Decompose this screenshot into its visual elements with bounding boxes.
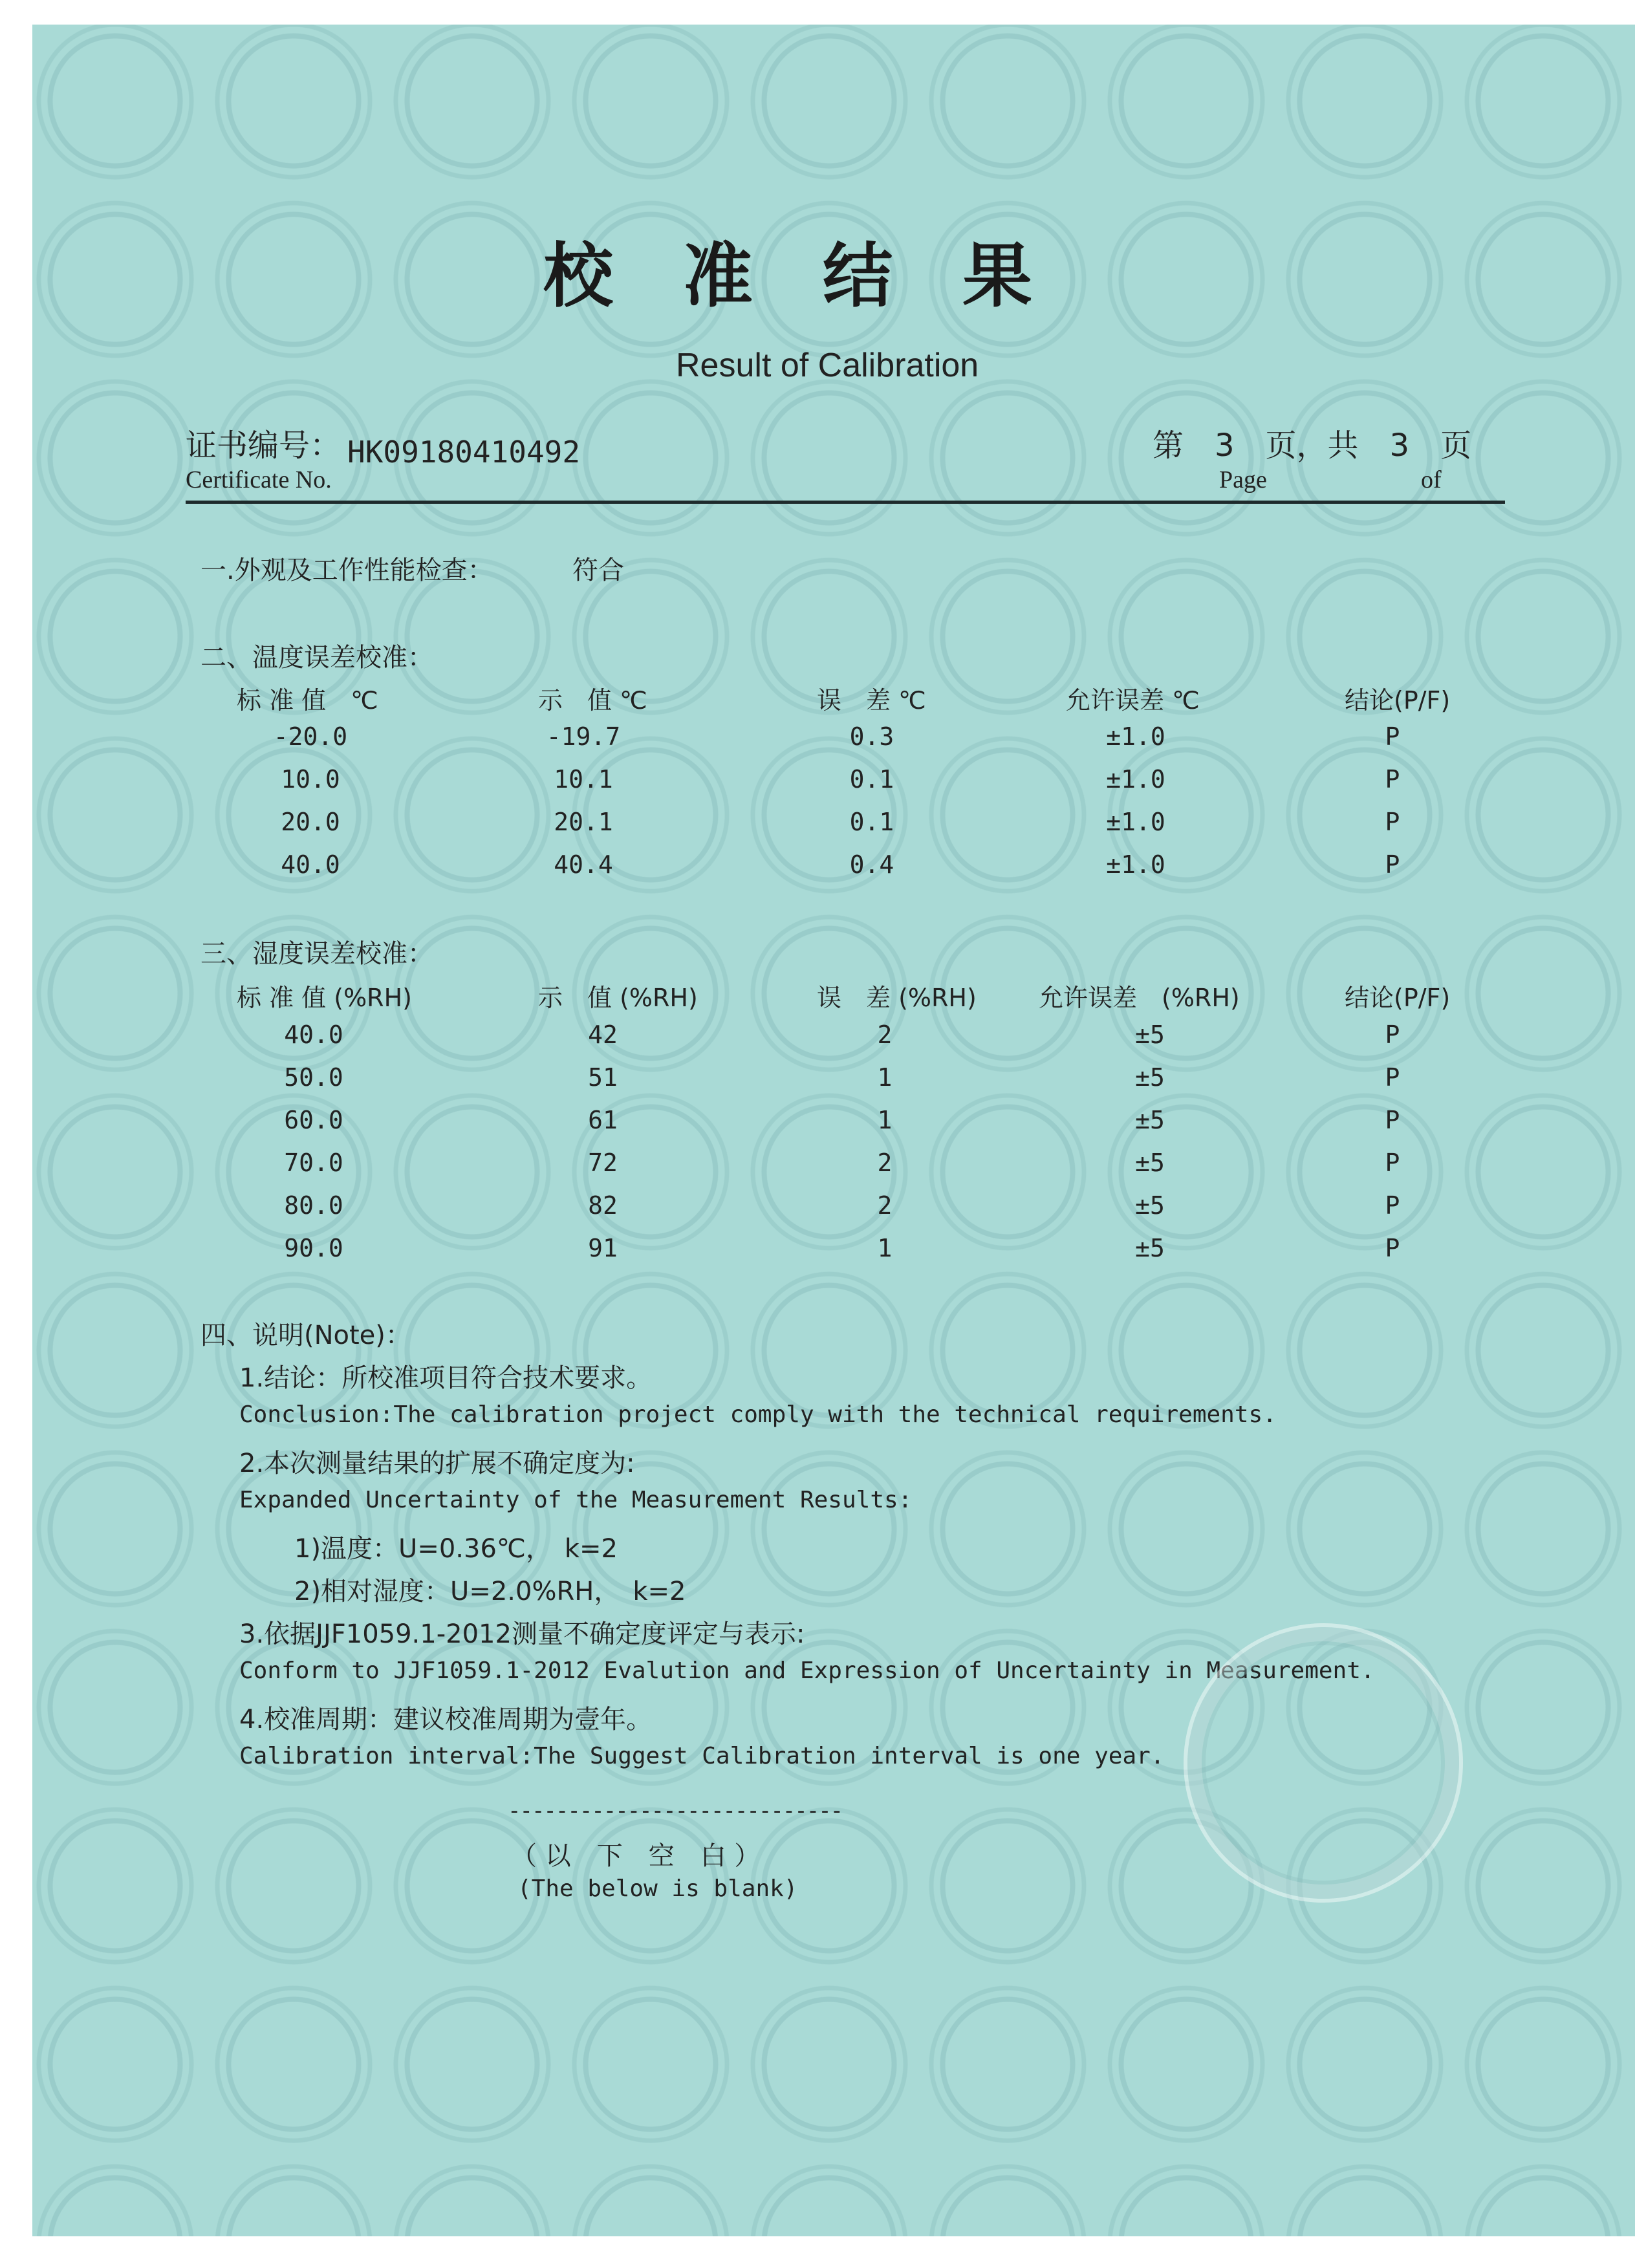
table-cell: 42 bbox=[588, 1021, 618, 1049]
table-cell: ±5 bbox=[1135, 1149, 1165, 1177]
note-uncertainty-cn: 2.本次测量结果的扩展不确定度为: bbox=[239, 1449, 635, 1478]
table-cell: P bbox=[1385, 1063, 1400, 1092]
blank-text-en: (The below is blank) bbox=[517, 1875, 798, 1902]
table-cell: 1 bbox=[877, 1063, 893, 1092]
table-cell: P bbox=[1385, 1106, 1400, 1134]
table-cell: 20.0 bbox=[281, 808, 340, 836]
table-cell: 2 bbox=[877, 1021, 893, 1049]
section2-label: 二、温度误差校准： bbox=[200, 643, 433, 673]
title-chinese: 校 准 结 果 bbox=[543, 236, 1033, 317]
temp-header-standard: 标 准 值 ℃ bbox=[237, 686, 378, 715]
header-rule bbox=[186, 501, 1505, 504]
table-cell: 82 bbox=[588, 1191, 618, 1220]
table-cell: 0.4 bbox=[849, 850, 894, 879]
table-cell: ±1.0 bbox=[1106, 722, 1165, 751]
table-cell: 2 bbox=[877, 1191, 893, 1220]
note-uncertainty-en: Expanded Uncertainty of the Measurement Results: bbox=[239, 1487, 913, 1513]
blank-text-cn: （ 以 下 空 白 ） bbox=[511, 1841, 761, 1871]
table-cell: 0.1 bbox=[849, 808, 894, 836]
table-cell: ±1.0 bbox=[1106, 850, 1165, 879]
title-english: Result of Calibration bbox=[676, 347, 979, 384]
table-cell: -19.7 bbox=[546, 722, 621, 751]
table-cell: ±1.0 bbox=[1106, 808, 1165, 836]
table-cell: 0.1 bbox=[849, 765, 894, 794]
temp-header-tolerance: 允许误差 ℃ bbox=[1066, 686, 1200, 715]
page-label-en: Page bbox=[1219, 466, 1267, 493]
section1-label: 一.外观及工作性能检查： bbox=[200, 556, 493, 585]
certificate-label-en: Certificate No. bbox=[186, 466, 332, 493]
table-cell: 1 bbox=[877, 1106, 893, 1134]
humidity-header-result: 结论(P/F) bbox=[1345, 984, 1451, 1012]
note-standard-cn: 3.依据JJF1059.1-2012测量不确定度评定与表示: bbox=[239, 1619, 805, 1649]
note-interval-cn: 4.校准周期：建议校准周期为壹年。 bbox=[239, 1705, 653, 1734]
table-cell: 20.1 bbox=[554, 808, 613, 836]
table-cell: ±1.0 bbox=[1106, 765, 1165, 794]
table-cell: P bbox=[1385, 850, 1400, 879]
table-cell: P bbox=[1385, 1149, 1400, 1177]
note-uncertainty-temperature: 1)温度：U=0.36℃， k=2 bbox=[294, 1534, 618, 1564]
section3-label: 三、湿度误差校准： bbox=[200, 939, 433, 969]
note-uncertainty-humidity: 2)相对湿度：U=2.0%RH， k=2 bbox=[294, 1577, 686, 1606]
table-cell: ±5 bbox=[1135, 1234, 1165, 1262]
of-label-en: of bbox=[1421, 466, 1442, 493]
table-cell: P bbox=[1385, 722, 1400, 751]
table-cell: 50.0 bbox=[284, 1063, 343, 1092]
table-cell: 72 bbox=[588, 1149, 618, 1177]
table-cell: P bbox=[1385, 1234, 1400, 1262]
table-cell: 10.1 bbox=[554, 765, 613, 794]
humidity-header-standard: 标 准 值 (%RH) bbox=[237, 984, 412, 1012]
table-cell: ±5 bbox=[1135, 1191, 1165, 1220]
table-cell: 10.0 bbox=[281, 765, 340, 794]
table-cell: 90.0 bbox=[284, 1234, 343, 1262]
page-info-cn: 第 3 页，共 3 页 bbox=[1153, 427, 1472, 464]
table-cell: 2 bbox=[877, 1149, 893, 1177]
note-conclusion-cn: 1.结论：所校准项目符合技术要求。 bbox=[239, 1363, 653, 1393]
table-cell: P bbox=[1385, 765, 1400, 794]
blank-rule: ---------------------------- bbox=[508, 1798, 843, 1824]
humidity-header-indicated: 示 值 (%RH) bbox=[538, 984, 698, 1012]
table-cell: 40.0 bbox=[281, 850, 340, 879]
table-cell: 40.4 bbox=[554, 850, 613, 879]
table-cell: 70.0 bbox=[284, 1149, 343, 1177]
table-cell: P bbox=[1385, 1191, 1400, 1220]
table-cell: -20.0 bbox=[273, 722, 348, 751]
temp-header-indicated: 示 值 ℃ bbox=[538, 686, 647, 715]
certificate-label-cn: 证书编号： bbox=[186, 427, 341, 464]
section4-label: 四、说明(Note)： bbox=[200, 1321, 411, 1350]
table-cell: 40.0 bbox=[284, 1021, 343, 1049]
temp-header-error: 误 差 ℃ bbox=[817, 686, 926, 715]
table-cell: 1 bbox=[877, 1234, 893, 1262]
table-cell: 0.3 bbox=[849, 722, 894, 751]
humidity-header-error: 误 差 (%RH) bbox=[817, 984, 977, 1012]
note-interval-en: Calibration interval:The Suggest Calibration interval is one year. bbox=[239, 1743, 1165, 1769]
section1-value: 符合 bbox=[572, 556, 624, 585]
table-cell: 51 bbox=[588, 1063, 618, 1092]
table-cell: ±5 bbox=[1135, 1106, 1165, 1134]
table-cell: 91 bbox=[588, 1234, 618, 1262]
table-cell: 80.0 bbox=[284, 1191, 343, 1220]
note-standard-en: Conform to JJF1059.1-2012 Evalution and Expression of Uncertainty in Measurement. bbox=[239, 1658, 1375, 1684]
certificate-number: HK09180410492 bbox=[347, 435, 581, 470]
table-cell: ±5 bbox=[1135, 1021, 1165, 1049]
table-cell: 60.0 bbox=[284, 1106, 343, 1134]
table-cell: P bbox=[1385, 1021, 1400, 1049]
temp-header-result: 结论(P/F) bbox=[1345, 686, 1451, 715]
humidity-header-tolerance: 允许误差 (%RH) bbox=[1039, 984, 1240, 1012]
table-cell: 61 bbox=[588, 1106, 618, 1134]
note-conclusion-en: Conclusion:The calibration project comply with the technical requirements. bbox=[239, 1401, 1277, 1428]
table-cell: ±5 bbox=[1135, 1063, 1165, 1092]
table-cell: P bbox=[1385, 808, 1400, 836]
